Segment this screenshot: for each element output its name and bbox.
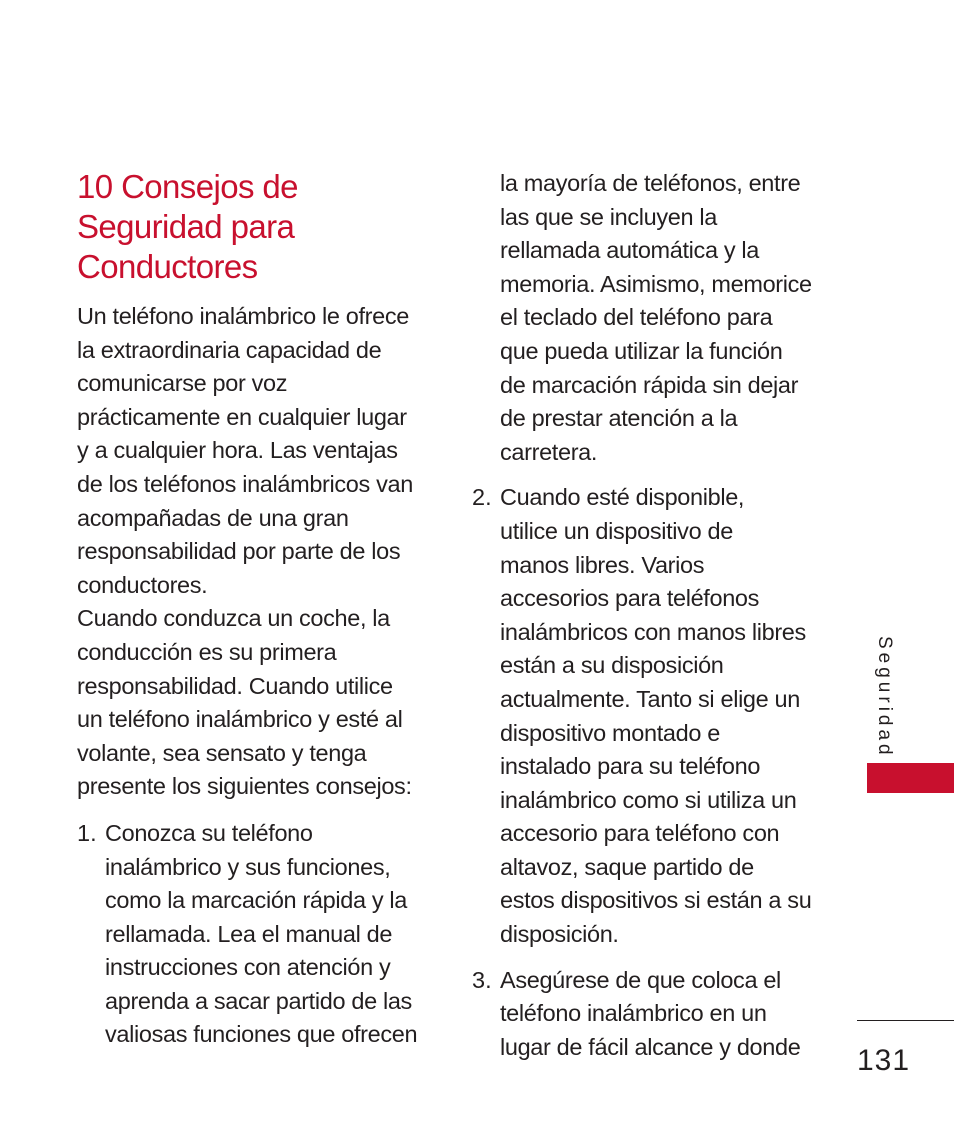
body-line: acompañadas de una gran bbox=[77, 504, 349, 531]
body-line: un teléfono inalámbrico y esté al bbox=[77, 706, 403, 733]
list-item-number: 2. bbox=[472, 484, 492, 511]
body-line: Cuando esté disponible, bbox=[500, 484, 745, 511]
body-line: como la marcación rápida y la bbox=[105, 887, 408, 914]
body-line: Un teléfono inalámbrico le ofrece bbox=[77, 303, 410, 329]
body-line: prácticamente en cualquier lugar bbox=[77, 403, 407, 430]
body-line: conducción es su primera bbox=[77, 638, 337, 665]
body-line: instalado para su teléfono bbox=[500, 753, 761, 780]
body-line: valiosas funciones que ofrecen bbox=[105, 1021, 418, 1048]
body-line: altavoz, saque partido de bbox=[500, 853, 754, 880]
body-line: la extraordinaria capacidad de bbox=[77, 336, 382, 363]
body-line: rellamada. Lea el manual de bbox=[105, 920, 393, 947]
list-item bbox=[472, 964, 832, 1065]
body-line: responsabilidad por parte de los bbox=[77, 538, 401, 565]
right-column bbox=[472, 167, 832, 1064]
page-title bbox=[77, 167, 407, 287]
title-line: Conductores bbox=[77, 248, 258, 285]
section-tab-marker bbox=[867, 763, 954, 793]
list-item bbox=[77, 817, 432, 1052]
page-number-divider bbox=[857, 1020, 954, 1021]
body-line: utilice un dispositivo de bbox=[500, 517, 733, 544]
body-line: manos libres. Varios bbox=[500, 551, 705, 578]
body-line: las que se incluyen la bbox=[500, 203, 717, 230]
left-column bbox=[77, 300, 432, 1052]
body-line: responsabilidad. Cuando utilice bbox=[77, 672, 393, 699]
body-line: comunicarse por voz bbox=[77, 370, 288, 397]
body-line: están a su disposición bbox=[500, 652, 724, 679]
body-line: inalámbricos con manos libres bbox=[500, 618, 806, 645]
body-line: presente los siguientes consejos: bbox=[77, 773, 412, 800]
body-line: de prestar atención a la bbox=[500, 405, 738, 432]
body-line: la mayoría de teléfonos, entre bbox=[500, 170, 801, 196]
list-item-number: 3. bbox=[472, 966, 492, 993]
title-line: Seguridad para bbox=[77, 208, 295, 245]
body-line: Asegúrese de que coloca el bbox=[500, 966, 781, 993]
body-line: que pueda utilizar la función bbox=[500, 337, 783, 364]
body-line: disposición. bbox=[500, 921, 619, 948]
body-line: conductores. bbox=[77, 571, 208, 598]
body-line: Cuando conduzca un coche, la bbox=[77, 605, 390, 632]
body-line: el teclado del teléfono para bbox=[500, 304, 773, 331]
body-line: accesorio para teléfono con bbox=[500, 820, 780, 847]
body-line: actualmente. Tanto si elige un bbox=[500, 685, 800, 712]
section-label: Seguridad bbox=[874, 636, 895, 759]
body-line: aprenda a sacar partido de las bbox=[105, 987, 412, 1014]
body-line: instrucciones con atención y bbox=[105, 954, 391, 981]
body-line: estos dispositivos si están a su bbox=[500, 887, 812, 914]
list-item-continuation bbox=[472, 167, 832, 469]
title-line: 10 Consejos de bbox=[77, 168, 298, 205]
page-number: 131 bbox=[857, 1044, 911, 1077]
body-line: de los teléfonos inalámbricos van bbox=[77, 470, 413, 497]
body-line: inalámbrico como si utiliza un bbox=[500, 786, 797, 813]
body-line: accesorios para teléfonos bbox=[500, 585, 760, 612]
body-line: teléfono inalámbrico en un bbox=[500, 1000, 767, 1027]
body-line: inalámbrico y sus funciones, bbox=[105, 853, 391, 880]
list-item-number: 1. bbox=[77, 819, 97, 846]
body-line: memoria. Asimismo, memorice bbox=[500, 270, 812, 297]
body-line: de marcación rápida sin dejar bbox=[500, 371, 799, 398]
body-line: y a cualquier hora. Las ventajas bbox=[77, 437, 398, 464]
intro-paragraph bbox=[77, 300, 432, 804]
body-line: lugar de fácil alcance y donde bbox=[500, 1033, 801, 1060]
body-line: dispositivo montado e bbox=[500, 719, 720, 746]
list-item bbox=[472, 481, 832, 951]
body-line: Conozca su teléfono bbox=[105, 819, 313, 846]
body-line: rellamada automática y la bbox=[500, 237, 760, 264]
body-line: volante, sea sensato y tenga bbox=[77, 739, 367, 766]
body-line: carretera. bbox=[500, 438, 598, 465]
